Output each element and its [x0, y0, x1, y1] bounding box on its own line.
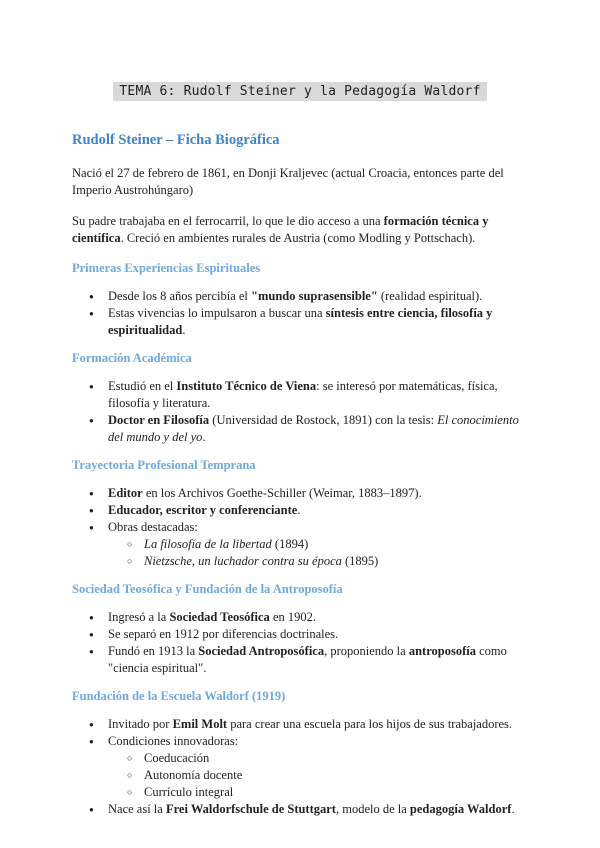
- bold-text: Editor: [108, 486, 143, 500]
- conditions-sublist: [108, 750, 532, 801]
- text: .: [202, 430, 206, 444]
- waldorf-list: [72, 716, 532, 818]
- list-item: [108, 609, 532, 626]
- text: Desde los 8 años percibía el: [108, 289, 252, 303]
- list-item: [108, 305, 532, 339]
- text: (Universidad de Rostock, 1891) con la tesis:: [209, 413, 438, 427]
- section-heading-theosophy: Sociedad Teosófica y Fundación de la Antroposofía: [72, 582, 343, 596]
- intro-paragraph-father: [72, 213, 532, 247]
- bold-text: Sociedad Teosófica: [169, 610, 270, 624]
- bold-text: Doctor en Filosofía: [108, 413, 210, 427]
- intro-paragraph-birth: Nació el 27 de febrero de 1861, en Donji Kraljevec (actual Croacia, entonces parte del Imperio Austrohúngaro): [72, 166, 504, 197]
- list-item: [108, 412, 532, 446]
- section-heading-career: Trayectoria Profesional Temprana: [72, 458, 256, 472]
- text: Obras destacadas:: [108, 520, 198, 534]
- text: .: [511, 802, 515, 816]
- text: .: [182, 323, 186, 337]
- main-heading: Rudolf Steiner – Ficha Biográfica: [72, 132, 280, 148]
- italic-text: La filosofía de la libertad: [144, 537, 272, 551]
- section-heading-academic: Formación Académica: [72, 351, 192, 365]
- list-item: [108, 643, 532, 677]
- text: en 1902.: [269, 610, 316, 624]
- text: . Creció en ambientes rurales de Austria (como Modling y Pottschach).: [120, 231, 476, 245]
- sublist-item: ○ Coeducación: [144, 750, 532, 767]
- career-list: [72, 485, 532, 570]
- text: como "ciencia espiritual".: [108, 644, 507, 675]
- document-title-text: TEMA 6: Rudolf Steiner y la Pedagogía Waldorf: [113, 82, 486, 101]
- bold-text: Frei Waldorfschule de Stuttgart: [165, 802, 336, 816]
- list-item: [108, 801, 532, 818]
- bold-text: Educador, escritor y conferenciante: [108, 503, 298, 517]
- text: Su padre trabajaba en el ferrocarril, lo que le dio acceso a una: [72, 214, 384, 228]
- text: , proponiendo la: [324, 644, 409, 658]
- document-title: [0, 84, 600, 99]
- sublist-item: [144, 553, 532, 570]
- italic-text: Nietzsche, un luchador contra su época: [144, 554, 342, 568]
- list-item: [108, 288, 532, 305]
- bold-text: formación técnica y científica: [72, 214, 489, 245]
- text: Estudió en el: [108, 379, 177, 393]
- text: (1895): [341, 554, 379, 568]
- list-item: [108, 716, 532, 733]
- bold-text: síntesis entre ciencia, filosofía y espiritualidad: [108, 306, 493, 337]
- text: Fundó en 1913 la: [108, 644, 199, 658]
- text: Invitado por: [108, 717, 173, 731]
- text: Condiciones innovadoras:: [108, 734, 239, 748]
- sublist-item: ○ Autonomía docente: [144, 767, 532, 784]
- theosophy-list: [72, 609, 532, 677]
- text: , modelo de la: [335, 802, 410, 816]
- section-heading-waldorf: Fundación de la Escuela Waldorf (1919): [72, 689, 286, 703]
- spiritual-list: [72, 288, 532, 339]
- bold-text: Sociedad Antroposófica: [198, 644, 325, 658]
- text: para crear una escuela para los hijos de sus trabajadores.: [227, 717, 513, 731]
- list-item: ● Se separó en 1912 por diferencias doctrinales.: [108, 626, 532, 643]
- text: : se interesó por matemáticas, física, filosofía y literatura.: [108, 379, 498, 410]
- text: Ingresó a la: [108, 610, 170, 624]
- academic-list: [72, 378, 532, 446]
- sublist-item: [144, 536, 532, 553]
- bold-text: pedagogía Waldorf: [409, 802, 512, 816]
- italic-text: El conocimiento del mundo y del yo: [108, 413, 519, 444]
- text: Estas vivencias lo impulsaron a buscar una: [108, 306, 326, 320]
- bold-text: Instituto Técnico de Viena: [176, 379, 317, 393]
- text: .: [297, 503, 301, 517]
- list-item: [108, 519, 532, 570]
- list-item: [108, 502, 532, 519]
- bold-text: Emil Molt: [172, 717, 228, 731]
- text: (realidad espiritual).: [377, 289, 483, 303]
- text: Nace así la: [108, 802, 166, 816]
- section-heading-spiritual: Primeras Experiencias Espirituales: [72, 261, 261, 275]
- list-item: [108, 378, 532, 412]
- bold-text: antroposofía: [408, 644, 476, 658]
- bold-text: "mundo suprasensible": [251, 289, 378, 303]
- sublist-item: ○ Currículo integral: [144, 784, 532, 801]
- text: (1894): [271, 537, 309, 551]
- works-sublist: [108, 536, 532, 570]
- list-item: [108, 733, 532, 801]
- document-body: [72, 122, 532, 830]
- text: en los Archivos Goethe-Schiller (Weimar, 1883–1897).: [142, 486, 422, 500]
- list-item: [108, 485, 532, 502]
